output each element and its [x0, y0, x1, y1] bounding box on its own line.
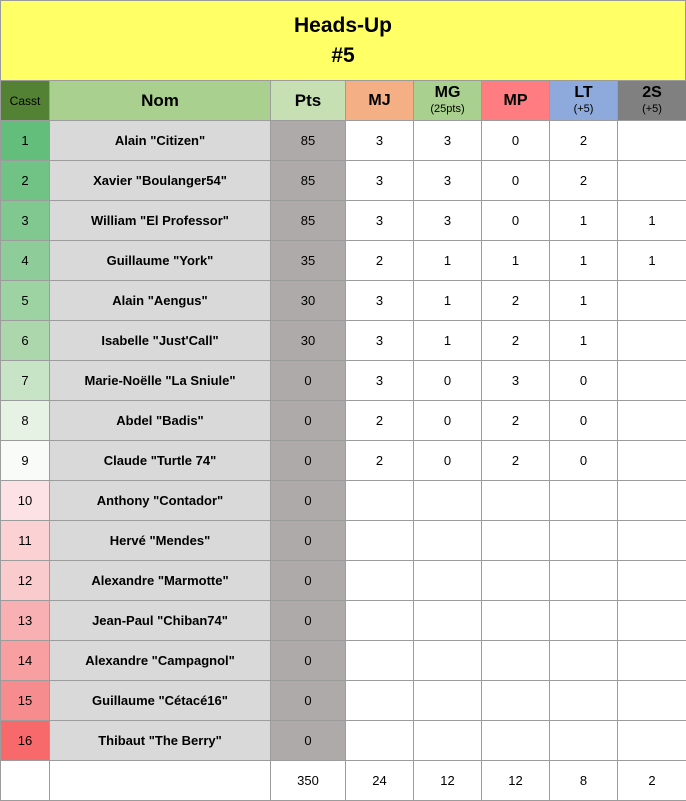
table-row [1, 281, 686, 321]
points-cell: 85 [271, 201, 346, 241]
player-name: Claude "Turtle 74" [50, 441, 271, 481]
mj-cell: 3 [346, 321, 414, 361]
mg-cell: 0 [414, 361, 482, 401]
mg-cell [414, 721, 482, 761]
s2-cell [618, 361, 686, 401]
lt-cell [550, 521, 618, 561]
mp-cell: 0 [482, 161, 550, 201]
points-cell: 30 [271, 281, 346, 321]
total-player-name [50, 761, 271, 801]
mj-cell: 3 [346, 201, 414, 241]
mj-cell: 2 [346, 241, 414, 281]
title-line-1: Heads-Up [294, 11, 392, 41]
mj-cell: 3 [346, 161, 414, 201]
mj-cell [346, 561, 414, 601]
mp-cell: 0 [482, 121, 550, 161]
rank-cell: 3 [1, 201, 50, 241]
title-banner [0, 0, 686, 81]
total-mj-cell: 24 [346, 761, 414, 801]
s2-cell: 1 [618, 201, 686, 241]
player-name: Isabelle "Just'Call" [50, 321, 271, 361]
mp-cell [482, 521, 550, 561]
lt-cell: 0 [550, 441, 618, 481]
lt-cell: 1 [550, 241, 618, 281]
total-mg-cell: 12 [414, 761, 482, 801]
points-cell: 85 [271, 121, 346, 161]
table-row [1, 641, 686, 681]
mj-cell: 3 [346, 361, 414, 401]
table-row [1, 321, 686, 361]
table-row [1, 601, 686, 641]
lt-cell: 0 [550, 401, 618, 441]
title-line-2: #5 [331, 41, 354, 71]
s2-cell [618, 281, 686, 321]
rank-cell: 9 [1, 441, 50, 481]
table-row [1, 161, 686, 201]
s2-cell [618, 681, 686, 721]
table-row [1, 441, 686, 481]
mp-cell [482, 681, 550, 721]
mj-cell: 2 [346, 401, 414, 441]
lt-cell: 2 [550, 121, 618, 161]
total-points-cell: 350 [271, 761, 346, 801]
rank-cell: 16 [1, 721, 50, 761]
rank-cell: 2 [1, 161, 50, 201]
table-row [1, 521, 686, 561]
mj-cell [346, 681, 414, 721]
s2-cell [618, 121, 686, 161]
rank-cell: 13 [1, 601, 50, 641]
points-cell: 0 [271, 601, 346, 641]
header-rank: Casst [1, 81, 50, 121]
mj-cell [346, 641, 414, 681]
table-row [1, 401, 686, 441]
rank-cell: 11 [1, 521, 50, 561]
rank-cell: 7 [1, 361, 50, 401]
points-cell: 0 [271, 561, 346, 601]
mp-cell [482, 481, 550, 521]
s2-cell [618, 401, 686, 441]
points-cell: 35 [271, 241, 346, 281]
mg-cell: 1 [414, 321, 482, 361]
lt-cell [550, 601, 618, 641]
total-lt-cell: 8 [550, 761, 618, 801]
rank-cell: 8 [1, 401, 50, 441]
points-cell: 0 [271, 641, 346, 681]
points-cell: 0 [271, 481, 346, 521]
mg-cell [414, 521, 482, 561]
points-cell: 0 [271, 521, 346, 561]
mp-cell: 1 [482, 241, 550, 281]
points-cell: 85 [271, 161, 346, 201]
mp-cell [482, 561, 550, 601]
lt-cell: 1 [550, 281, 618, 321]
header-lt [550, 81, 618, 121]
mg-cell: 1 [414, 281, 482, 321]
header-mg-sub: (25pts) [430, 101, 464, 118]
s2-cell [618, 561, 686, 601]
table-row [1, 361, 686, 401]
totals-row [1, 761, 686, 801]
mp-cell: 3 [482, 361, 550, 401]
total-s2-cell: 2 [618, 761, 686, 801]
s2-cell [618, 521, 686, 561]
lt-cell: 0 [550, 361, 618, 401]
player-name: Guillaume "York" [50, 241, 271, 281]
table-row [1, 241, 686, 281]
header-pts: Pts [271, 81, 346, 121]
points-cell: 0 [271, 721, 346, 761]
header-row [1, 81, 686, 121]
s2-cell [618, 321, 686, 361]
player-name: Anthony "Contador" [50, 481, 271, 521]
table-row [1, 201, 686, 241]
lt-cell [550, 641, 618, 681]
player-name: Alain "Aengus" [50, 281, 271, 321]
table-row [1, 721, 686, 761]
player-name: Marie-Noëlle "La Sniule" [50, 361, 271, 401]
player-name: Jean-Paul "Chiban74" [50, 601, 271, 641]
points-cell: 0 [271, 441, 346, 481]
header-lt-label: LT [574, 84, 592, 101]
table-row [1, 561, 686, 601]
player-name: Abdel "Badis" [50, 401, 271, 441]
points-cell: 0 [271, 401, 346, 441]
rank-cell: 6 [1, 321, 50, 361]
mp-cell: 2 [482, 321, 550, 361]
header-2s-sub: (+5) [642, 101, 662, 118]
s2-cell: 1 [618, 241, 686, 281]
total-mp-cell: 12 [482, 761, 550, 801]
player-name: Hervé "Mendes" [50, 521, 271, 561]
total-rank-cell [1, 761, 50, 801]
lt-cell [550, 561, 618, 601]
player-name: Thibaut "The Berry" [50, 721, 271, 761]
header-2s-label: 2S [642, 84, 662, 101]
mg-cell: 3 [414, 161, 482, 201]
mj-cell [346, 521, 414, 561]
lt-cell [550, 681, 618, 721]
points-cell: 0 [271, 681, 346, 721]
header-mj: MJ [346, 81, 414, 121]
player-name: Alexandre "Campagnol" [50, 641, 271, 681]
s2-cell [618, 641, 686, 681]
mp-cell: 2 [482, 401, 550, 441]
mg-cell: 1 [414, 241, 482, 281]
header-name: Nom [50, 81, 271, 121]
standings-table [0, 80, 686, 801]
s2-cell [618, 441, 686, 481]
player-name: Alexandre "Marmotte" [50, 561, 271, 601]
s2-cell [618, 721, 686, 761]
player-name: William "El Professor" [50, 201, 271, 241]
header-mg-label: MG [435, 84, 461, 101]
player-name: Xavier "Boulanger54" [50, 161, 271, 201]
s2-cell [618, 161, 686, 201]
mp-cell [482, 721, 550, 761]
s2-cell [618, 601, 686, 641]
player-name: Alain "Citizen" [50, 121, 271, 161]
mg-cell [414, 681, 482, 721]
lt-cell [550, 721, 618, 761]
mj-cell: 2 [346, 441, 414, 481]
lt-cell: 1 [550, 201, 618, 241]
mg-cell: 0 [414, 401, 482, 441]
mp-cell: 0 [482, 201, 550, 241]
mg-cell: 3 [414, 201, 482, 241]
points-cell: 0 [271, 361, 346, 401]
rank-cell: 12 [1, 561, 50, 601]
mj-cell [346, 481, 414, 521]
table-row [1, 681, 686, 721]
rank-cell: 15 [1, 681, 50, 721]
mp-cell [482, 641, 550, 681]
mg-cell: 0 [414, 441, 482, 481]
mg-cell [414, 481, 482, 521]
rank-cell: 5 [1, 281, 50, 321]
rank-cell: 4 [1, 241, 50, 281]
header-lt-sub: (+5) [574, 101, 594, 118]
header-mg [414, 81, 482, 121]
table-row [1, 121, 686, 161]
points-cell: 30 [271, 321, 346, 361]
rank-cell: 14 [1, 641, 50, 681]
lt-cell: 1 [550, 321, 618, 361]
mg-cell: 3 [414, 121, 482, 161]
rank-cell: 1 [1, 121, 50, 161]
mp-cell: 2 [482, 281, 550, 321]
header-mp: MP [482, 81, 550, 121]
header-2s [618, 81, 686, 121]
mj-cell [346, 601, 414, 641]
mp-cell [482, 601, 550, 641]
mp-cell: 2 [482, 441, 550, 481]
mg-cell [414, 601, 482, 641]
lt-cell: 2 [550, 161, 618, 201]
rank-cell: 10 [1, 481, 50, 521]
mg-cell [414, 641, 482, 681]
table-row [1, 481, 686, 521]
mj-cell: 3 [346, 121, 414, 161]
mj-cell: 3 [346, 281, 414, 321]
mj-cell [346, 721, 414, 761]
s2-cell [618, 481, 686, 521]
player-name: Guillaume "Cétacé16" [50, 681, 271, 721]
lt-cell [550, 481, 618, 521]
mg-cell [414, 561, 482, 601]
